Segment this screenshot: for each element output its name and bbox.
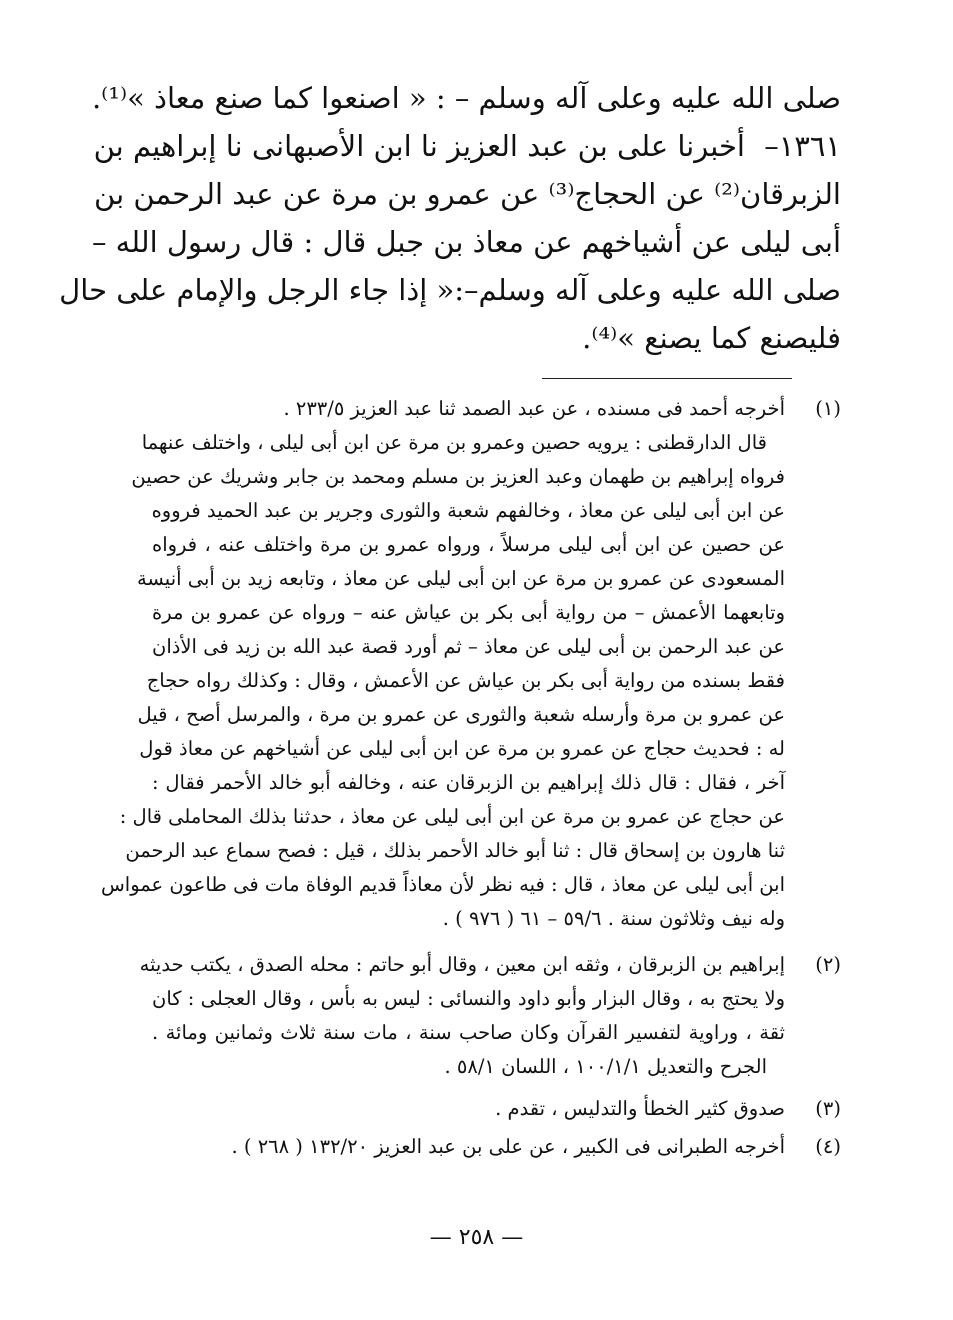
hadith-number: ١٣٦١–: [764, 129, 841, 163]
footnote-4-text: أخرجه الطبرانى فى الكبير ، عن على بن عبد العزيز ١٣٢/٢٠ ( ٢٦٨ ) .: [231, 1135, 785, 1158]
footnote-1-line-5: المسعودى عن عمرو بن مرة عن ابن أبى ليلى عن معاذ ، وتابعه زيد بن أبى أنيسة: [136, 567, 785, 590]
main-line-1: أخبرنا على بن عبد العزيز نا ابن الأصبهانى نا إبراهيم بن: [93, 129, 745, 163]
footnote-1-line-8: فقط بسنده من رواية أبى بكر بن عياش عن الأعمش ، وقال : وكذلك رواه حجاج: [146, 669, 785, 692]
main-line-0: صلى الله عليه وعلى آله وسلم – : « اصنعوا كما صنع معاذ »⁽¹⁾.: [91, 81, 841, 115]
main-line-5: فليصنع كما يصنع »⁽⁴⁾.: [582, 321, 841, 355]
footnote-2-number: (٢): [815, 953, 841, 976]
footnote-2-line-3: الجرح والتعديل ١٠٠/١/١ ، اللسان ٥٨/١ .: [444, 1055, 767, 1078]
footnote-3-number: (٣): [815, 1097, 841, 1120]
footnote-2-line-1: ولا يحتج به ، وقال البزار وأبو داود والنسائى : ليس به بأس ، وقال العجلى : كان: [152, 987, 785, 1010]
footnote-1-line-0: أخرجه أحمد فى مسنده ، عن عبد الصمد ثنا عبد العزيز ٢٣٣/٥ .: [283, 397, 785, 420]
footnote-1-line-14: ابن أبى ليلى عن معاذ ، قال : فيه نظر لأن معاذاً قديم الوفاة مات فى طاعون عمواس: [100, 873, 785, 896]
footnote-1-line-3: عن ابن أبى ليلى عن معاذ ، وخالفهم شعبة والثورى وجرير بن عبد الحميد فرووه: [151, 499, 785, 522]
footnote-divider: [542, 378, 792, 379]
footnote-1-line-2: فرواه إبراهيم بن طهمان وعبد العزيز بن مسلم ومحمد بن جابر وشريك عن حصين: [131, 465, 785, 488]
footnote-1-line-7: عن عبد الرحمن بن أبى ليلى عن معاذ – ثم أورد قصة عبد الله بن زيد فى الأذان: [152, 635, 785, 658]
footnote-1-line-1: قال الدارقطنى : يرويه حصين وعمرو بن مرة عن ابن أبى ليلى ، واختلف عنهما: [141, 431, 767, 454]
footnote-1-line-6: وتابعهما الأعمش – من رواية أبى بكر بن عياش عنه – ورواه عن عمرو بن مرة: [152, 601, 785, 624]
footnote-1-line-12: عن حجاج عن عمرو بن مرة عن ابن أبى ليلى عن معاذ ، حدثنا بذلك المحاملى قال :: [119, 805, 785, 828]
main-line-2: الزبرقان⁽²⁾ عن الحجاج⁽³⁾ عن عمرو بن مرة عن عبد الرحمن بن: [94, 177, 841, 211]
footnote-2-line-0: إبراهيم بن الزبرقان ، وثقه ابن معين ، وقال أبو حاتم : محله الصدق ، يكتب حديثه: [139, 953, 785, 976]
main-line-3: أبى ليلى عن أشياخهم عن معاذ بن جبل قال : قال رسول الله –: [91, 225, 841, 259]
footnote-1-number: (١): [815, 397, 841, 420]
footnote-1-line-9: عن عمرو بن مرة وأرسله شعبة والثورى عن عمرو بن مرة ، والمرسل أصح ، قيل: [137, 703, 785, 726]
footnote-3-text: صدوق كثير الخطأ والتدليس ، تقدم .: [495, 1097, 785, 1120]
footnote-1-line-13: ثنا هارون بن إسحاق قال : ثنا أبو خالد الأحمر بذلك ، قيل : فصح سماع عبد الرحمن: [125, 839, 785, 862]
footnote-1-line-4: عن حصين عن ابن أبى ليلى مرسلاً ، ورواه عمرو بن مرة واختلف عنه ، فرواه: [152, 533, 785, 556]
footnote-4-number: (٤): [815, 1135, 841, 1158]
footnote-1-line-10: له : فحديث حجاج عن عمرو بن مرة عن ابن أبى ليلى عن أشياخهم عن معاذ قول: [139, 737, 785, 760]
footnote-1-line-11: آخر ، فقال : قال ذلك إبراهيم بن الزبرقان عنه ، وخالفه أبو خالد الأحمر فقال :: [152, 771, 785, 794]
footnote-2-line-2: ثقة ، وراوية لتفسير القرآن وكان صاحب سنة ، مات سنة ثلاث وثمانين ومائة .: [152, 1021, 785, 1044]
footnote-1-line-15: وله نيف وثلاثون سنة . ٥٩/٦ – ٦١ ( ٩٧٦ ) .: [442, 907, 785, 930]
page-number: — ٢٥٨ —: [429, 1225, 524, 1250]
main-line-4: صلى الله عليه وعلى آله وسلم–:« إذا جاء الرجل والإمام على حال: [59, 273, 841, 307]
